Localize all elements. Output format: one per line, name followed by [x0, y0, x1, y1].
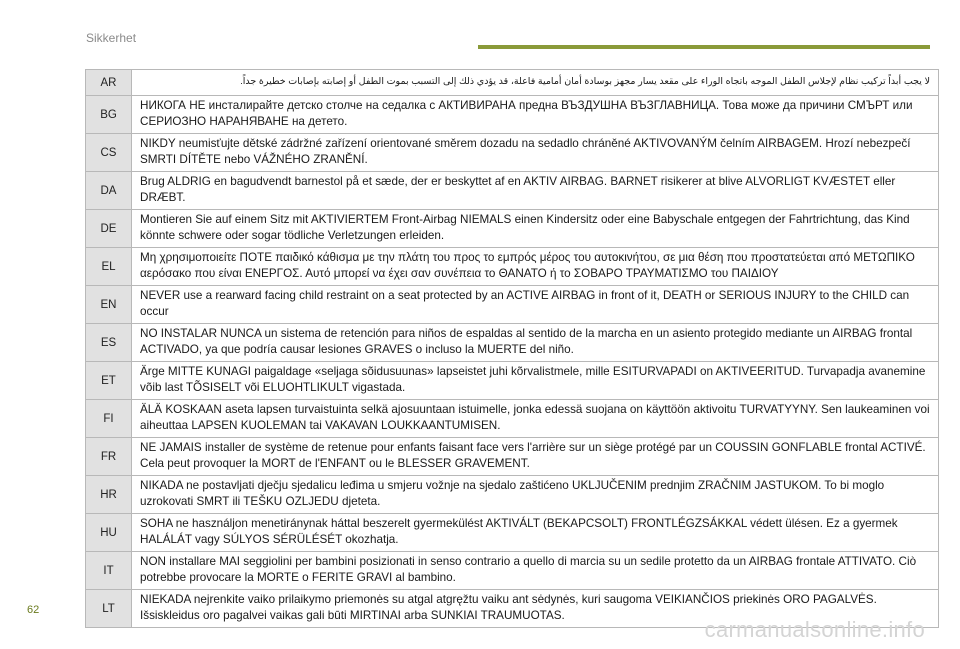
section-title: Sikkerhet [86, 31, 137, 45]
table-row-da [86, 172, 939, 210]
warning-text: Ärge MITTE KUNAGI paigaldage «seljaga sõidusuunas» lapseistet juhi kõrvalistmele, mille ESITURVAPADI on AKTIVEERITUD. Turvapadja avanemine võib last TÕSISELT või ELUOHTLIKULT vigastada. [132, 362, 939, 400]
table-row-it [86, 552, 939, 590]
language-code: BG [86, 96, 132, 134]
warning-text: NE JAMAIS installer de système de retenue pour enfants faisant face vers l'arrière sur un siège protégé par un COUSSIN GONFLABLE frontal ACTIVÉ. Cela peut provoquer la MORT de l'ENFANT ou le BLESSER GRAVEMENT. [132, 438, 939, 476]
language-code: FI [86, 400, 132, 438]
table-row-es [86, 324, 939, 362]
warning-text: НИКОГА НЕ инсталирайте детско столче на седалка с АКТИВИРАНА предна ВЪЗДУШНА ВЪЗГЛАВНИЦА. Това може да причини СМЪРТ или СЕРИОЗНО НАРАНЯВАНЕ на детето. [132, 96, 939, 134]
table-row-bg [86, 96, 939, 134]
warning-text: Brug ALDRIG en bagudvendt barnestol på et sæde, der er beskyttet af en AKTIV AIRBAG. BARNET risikerer at blive ALVORLIGT KVÆSTET eller DRÆBT. [132, 172, 939, 210]
warning-text: Μη χρησιμοποιείτε ΠΟΤΕ παιδικό κάθισμα με την πλάτη του προς το εμπρός μέρος του αυτοκινήτου, σε μια θέση που προστατεύεται από ΜΕΤΩΠΙΚΟ αερόσακο που είναι ΕΝΕΡΓΟΣ. Αυτό μπορεί να έχει σαν συνέπεια το ΘΑΝΑΤΟ ή το ΣΟΒΑΡΟ ΤΡΑΥΜΑΤΙΣΜΟ του ΠΑΙΔΙΟΥ [132, 248, 939, 286]
warning-text: NEVER use a rearward facing child restraint on a seat protected by an ACTIVE AIRBAG in front of it, DEATH or SERIOUS INJURY to the CHILD can occur [132, 286, 939, 324]
table-row-et [86, 362, 939, 400]
language-code: FR [86, 438, 132, 476]
airbag-warning-table [85, 69, 939, 628]
table-row-ar [86, 70, 939, 96]
warning-text: لا يجب أبداً تركيب نظام لإجلاس الطفل الموجه باتجاه الوراء على مقعد يسار مجهز بوسادة أمان أمامية فاعلة، قد يؤدي ذلك إلى التسبب بموت الطفل أو إصابته بإصابات خطيرة جداً. [132, 70, 939, 96]
watermark: carmanualsonline.info [704, 617, 925, 642]
language-code: HR [86, 476, 132, 514]
warning-text: SOHA ne használjon menetiránynak háttal beszerelt gyermekülést AKTIVÁLT (BEKAPCSOLT) FRONTLÉGZSÁKKAL védett ülésen. Ez a gyermek HALÁLÁT vagy SÚLYOS SÉRÜLÉSÉT okozhatja. [132, 514, 939, 552]
table-row-fr [86, 438, 939, 476]
warning-text: NO INSTALAR NUNCA un sistema de retención para niños de espaldas al sentido de la marcha en un asiento protegido mediante un AIRBAG frontal ACTIVADO, ya que podría causar lesiones GRAVES o incluso la MUERTE del niño. [132, 324, 939, 362]
language-code: ET [86, 362, 132, 400]
page-number: 62 [27, 604, 40, 616]
table-row-cs [86, 134, 939, 172]
warning-text: NIKADA ne postavljati dječju sjedalicu leđima u smjeru vožnje na sjedalo zaštićeno UKLJUČENIM prednjim ZRAČNIM JASTUKOM. To bi moglo uzrokovati SMRT ili TEŠKU OZLJEDU djeteta. [132, 476, 939, 514]
header-accent-rule [478, 45, 930, 49]
warning-text: ÄLÄ KOSKAAN aseta lapsen turvaistuinta selkä ajosuuntaan istuimelle, jonka edessä suojana on käyttöön aktivoitu TURVATYYNY. Sen laukeaminen voi aiheuttaa LAPSEN KUOLEMAN tai VAKAVAN LOUKKAANTUMISEN. [132, 400, 939, 438]
language-code: IT [86, 552, 132, 590]
language-code: ES [86, 324, 132, 362]
table-row-el [86, 248, 939, 286]
warning-text: NON installare MAI seggiolini per bambini posizionati in senso contrario a quello di marcia su un sedile protetto da un AIRBAG frontale ATTIVATO. Ciò potrebbe provocare la MORTE o FERITE GRAVI al bambino. [132, 552, 939, 590]
table-row-hr [86, 476, 939, 514]
table-row-en [86, 286, 939, 324]
language-code: EN [86, 286, 132, 324]
language-code: EL [86, 248, 132, 286]
language-code: HU [86, 514, 132, 552]
language-code: DE [86, 210, 132, 248]
table-row-de [86, 210, 939, 248]
language-code: AR [86, 70, 132, 96]
table-row-hu [86, 514, 939, 552]
warning-text: Montieren Sie auf einem Sitz mit AKTIVIERTEM Front-Airbag NIEMALS einen Kindersitz oder eine Babyschale entgegen der Fahrtrichtung, das Kind könnte schwere oder sogar tödliche Verletzungen erleiden. [132, 210, 939, 248]
table-row-fi [86, 400, 939, 438]
language-code: LT [86, 590, 132, 628]
warning-text: NIKDY neumisťujte dětské zádržné zařízení orientované směrem dozadu na sedadlo chráněné AKTIVOVANÝM čelním AIRBAGEM. Hrozí nebezpečí SMRTI DÍTĚTE nebo VÁŽNÉHO ZRANĚNÍ. [132, 134, 939, 172]
language-code: DA [86, 172, 132, 210]
warning-text: NIEKADA nejrenkite vaiko prilaikymo priemonės su atgal atgręžtu vaiku ant sėdynės, kuri saugoma VEIKIANČIOS priekinės ORO PAGALVĖS. Išsiskleidus oro pagalvei vaikas gali būti MIRTINAI arba SUNKIAI TRAUMUOTAS. [132, 590, 939, 628]
language-code: CS [86, 134, 132, 172]
